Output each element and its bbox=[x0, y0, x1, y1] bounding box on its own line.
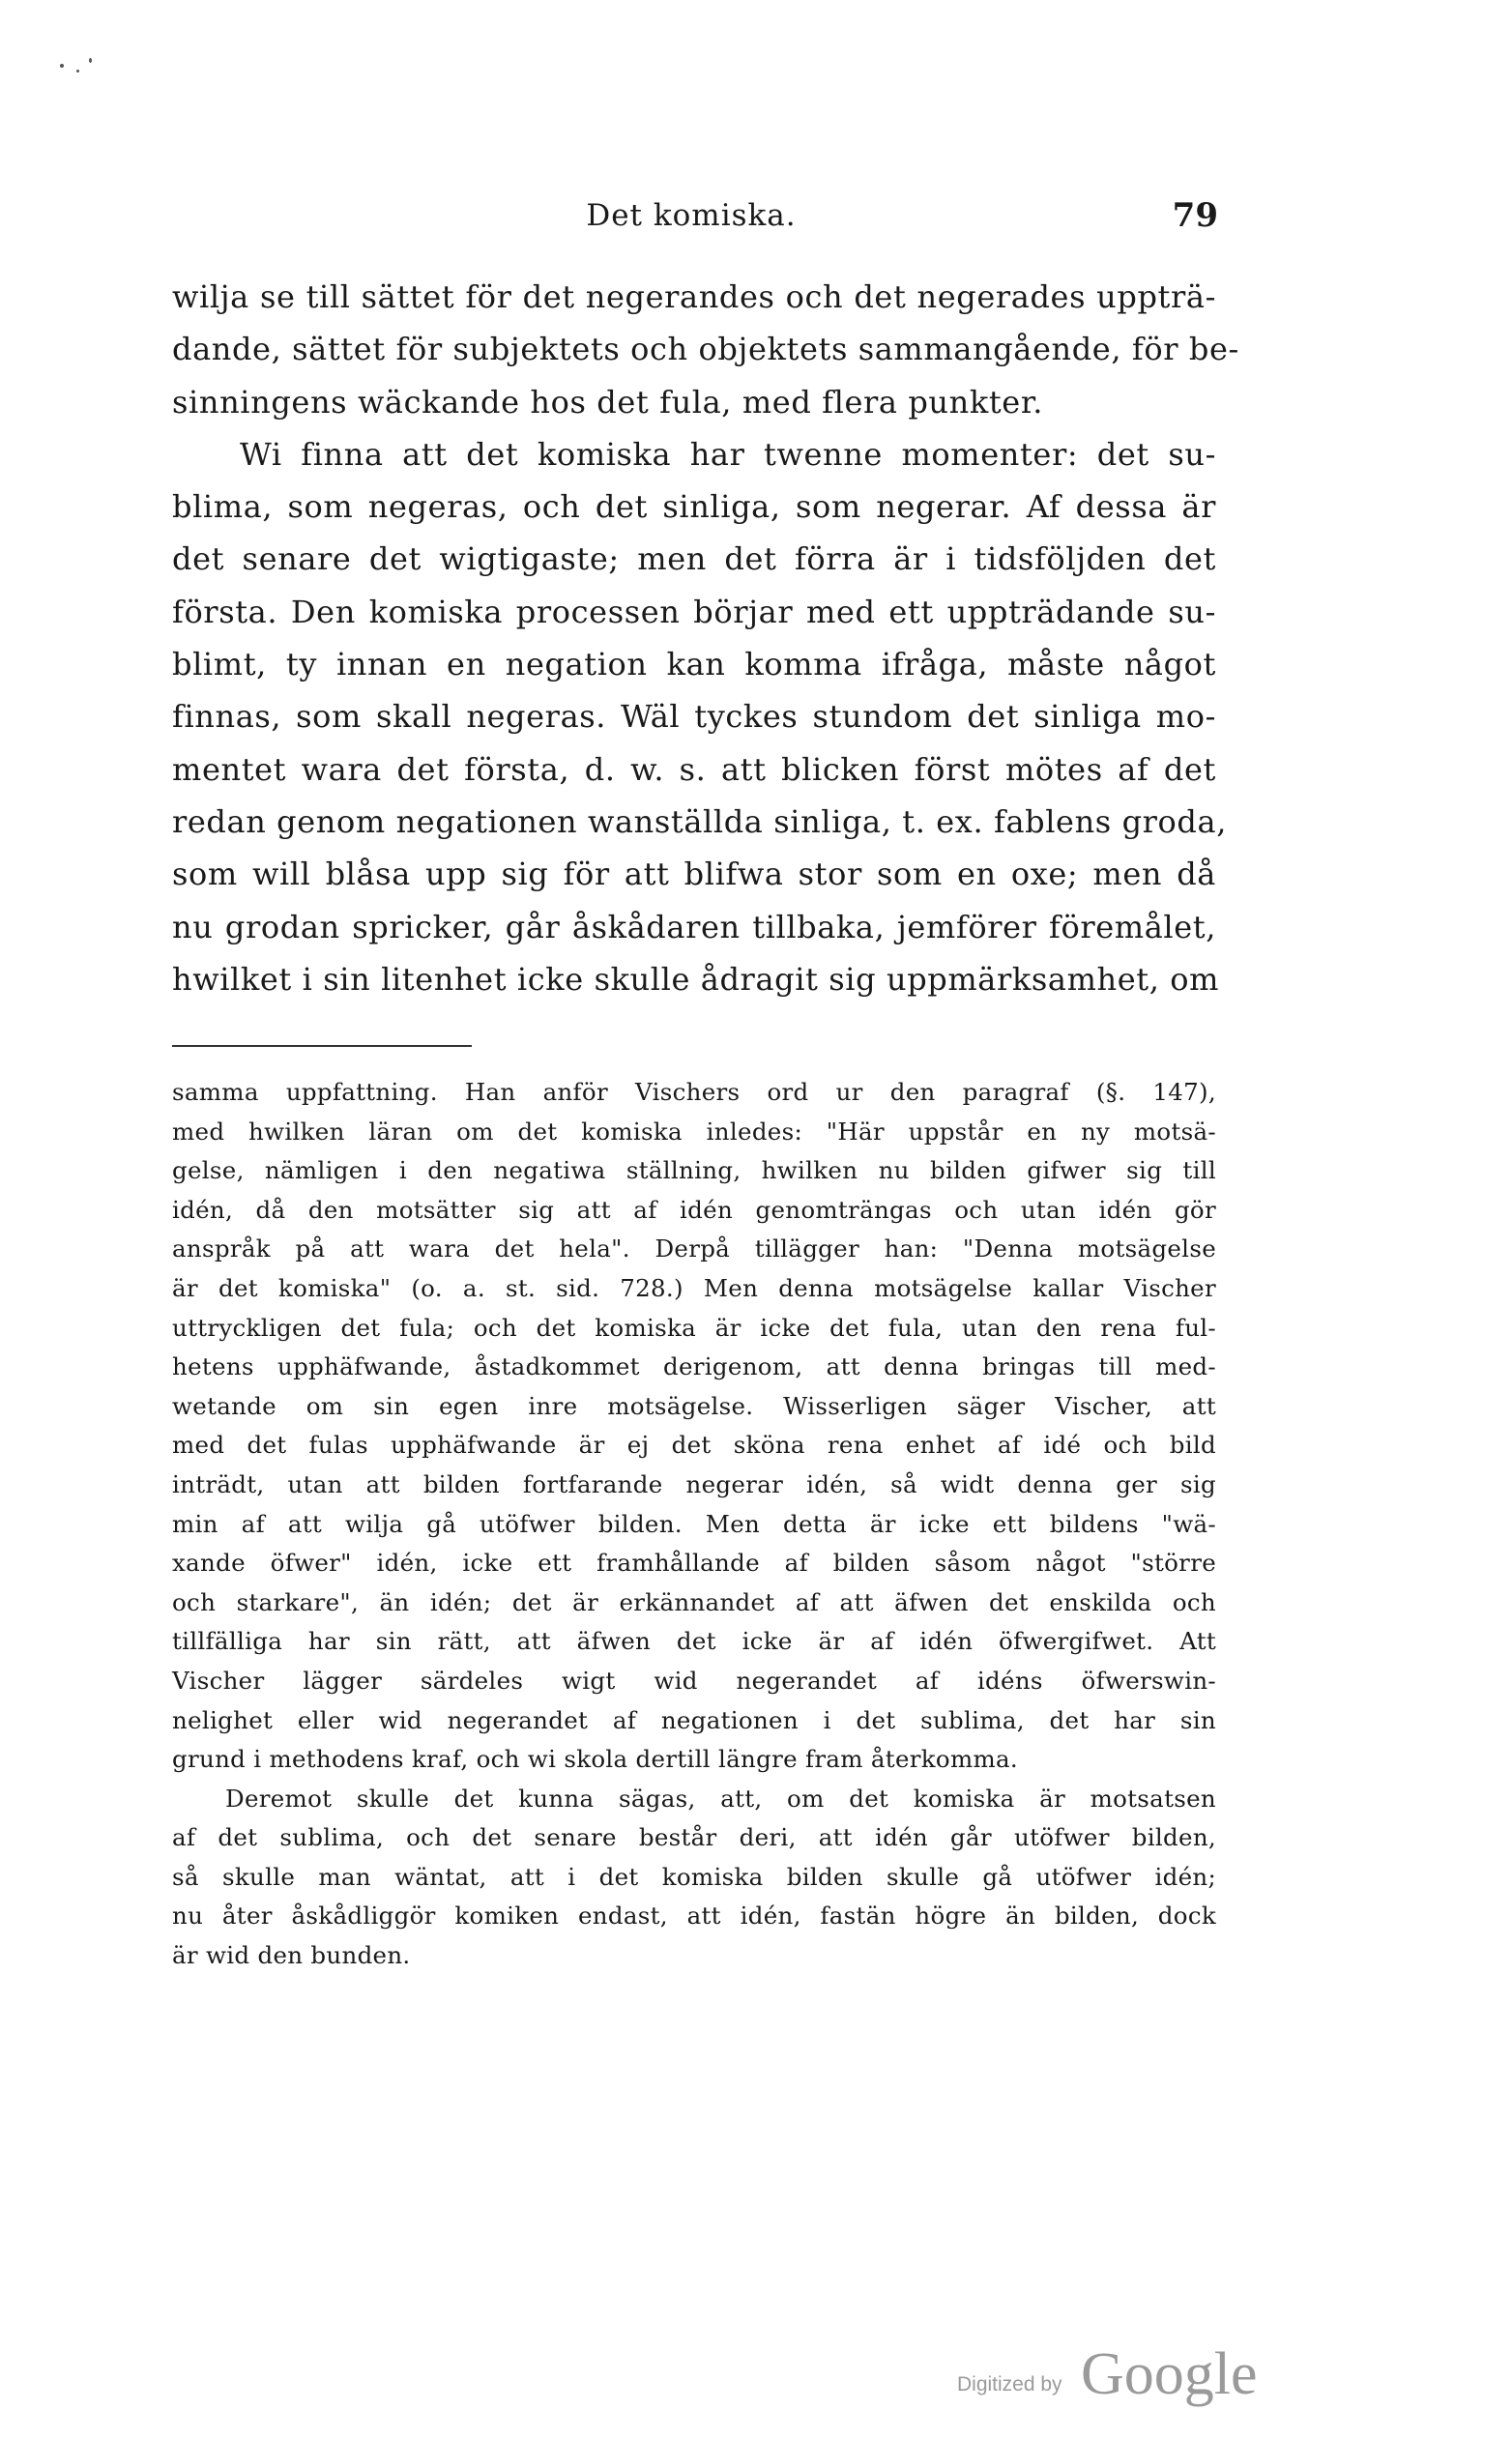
footnote-line: Deremot skulle det kunna sägas, att, om det komiska är motsatsen bbox=[225, 1784, 1216, 1813]
footnote-line: samma uppfattning. Han anför Vischers ord ur den paragraf (§. 147), bbox=[172, 1078, 1216, 1106]
footnote-line: inträdt, utan att bilden fortfarande negerar idén, så widt denna ger sig bbox=[172, 1469, 1216, 1498]
ink-speck bbox=[76, 70, 79, 73]
footnote-line: min af att wilja gå utöfwer bilden. Men detta är icke ett bildens "wä- bbox=[172, 1509, 1216, 1538]
footnote-line: wetande om sin egen inre motsägelse. Wisserligen säger Vischer, att bbox=[172, 1391, 1216, 1420]
main-text-line: som will blåsa upp sig för att blifwa stor som en oxe; men då bbox=[172, 856, 1216, 893]
footnote-line: är wid den bunden. bbox=[172, 1941, 411, 1970]
main-text-line: det senare det wigtigaste; men det förra är i tidsföljden det bbox=[172, 540, 1216, 578]
main-text-line: blimt, ty innan en negation kan komma ifråga, måste något bbox=[172, 646, 1216, 683]
running-title: Det komiska. bbox=[586, 198, 797, 233]
main-text-line: hwilket i sin litenhet icke skulle ådragit sig uppmärksamhet, om bbox=[172, 960, 1220, 998]
footnote-line: är det komiska" (o. a. st. sid. 728.) Men denna motsägelse kallar Vischer bbox=[172, 1273, 1216, 1302]
footnote-line: så skulle man wäntat, att i det komiska bilden skulle gå utöfwer idén; bbox=[172, 1862, 1216, 1891]
ink-speck bbox=[60, 64, 64, 68]
google-watermark bbox=[957, 2335, 1266, 2412]
main-text-line: finnas, som skall negeras. Wäl tyckes stundom det sinliga mo- bbox=[172, 698, 1216, 736]
main-text-line: Wi finna att det komiska har twenne momenter: det su- bbox=[240, 435, 1216, 473]
footnote-text bbox=[172, 1073, 1216, 1976]
footnote-separator bbox=[172, 1045, 472, 1047]
running-header bbox=[164, 198, 1218, 247]
footnote-line: nu åter åskådliggör komiken endast, att idén, fastän högre än bilden, dock bbox=[172, 1902, 1216, 1931]
footnote-line: hetens upphäfwande, åstadkommet derigenom, att denna bringas till med- bbox=[172, 1352, 1216, 1381]
main-text-line: första. Den komiska processen börjar med ett uppträdande su- bbox=[172, 593, 1216, 630]
footnote-line: Vischer lägger särdeles wigt wid negerandet af idéns öfwerswin- bbox=[172, 1666, 1216, 1695]
footnote-line: nelighet eller wid negerandet af negationen i det sublima, det har sin bbox=[172, 1705, 1216, 1734]
footnote-line: af det sublima, och det senare består deri, att idén går utöfwer bilden, bbox=[172, 1823, 1216, 1852]
page-number: 79 bbox=[1172, 196, 1218, 235]
digitized-by-label: Digitized by bbox=[957, 2373, 1062, 2395]
main-text-line: redan genom negationen wanställda sinliga, t. ex. fablens groda, bbox=[172, 802, 1227, 840]
main-text-line: blima, som negeras, och det sinliga, som negerar. Af dessa är bbox=[172, 488, 1216, 526]
footnote-line: med det fulas upphäfwande är ej det sköna rena enhet af idé och bild bbox=[172, 1431, 1216, 1460]
footnote-line: och starkare", än idén; det är erkännandet af att äfwen det enskilda och bbox=[172, 1587, 1216, 1616]
footnote-line: med hwilken läran om det komiska inledes: "Här uppstår en ny motsä- bbox=[172, 1117, 1216, 1146]
footnote-line: tillfälliga har sin rätt, att äfwen det icke är af idén öfwergifwet. Att bbox=[172, 1627, 1216, 1656]
footnote-line: idén, då den motsätter sig att af idén genomträngas och utan idén gör bbox=[172, 1195, 1216, 1224]
footnote-line: uttryckligen det fula; och det komiska är icke det fula, utan den rena ful- bbox=[172, 1313, 1216, 1342]
main-text-line: nu grodan spricker, går åskådaren tillbaka, jemförer föremålet, bbox=[172, 908, 1216, 945]
main-text-line: wilja se till sättet för det negerandes och det negerades uppträ- bbox=[172, 278, 1216, 315]
main-text-line: dande, sättet för subjektets och objektets sammangående, för be- bbox=[172, 331, 1239, 368]
main-text-line: sinningens wäckande hos det fula, med flera punkter. bbox=[172, 383, 1043, 421]
main-text bbox=[172, 271, 1239, 1005]
main-text-line: mentet wara det första, d. w. s. att blicken först mötes af det bbox=[172, 750, 1216, 788]
footnote-line: xande öfwer" idén, icke ett framhållande af bilden såsom något "större bbox=[172, 1549, 1216, 1578]
google-logo: Google bbox=[1081, 2341, 1258, 2407]
footnote-line: grund i methodens kraf, och wi skola dertill längre fram återkomma. bbox=[172, 1745, 1019, 1774]
footnote-line: anspråk på att wara det hela". Derpå tillägger han: "Denna motsägelse bbox=[172, 1234, 1216, 1263]
footnote-line: gelse, nämligen i den negatiwa ställning, hwilken nu bilden gifwer sig till bbox=[172, 1156, 1216, 1185]
ink-speck bbox=[89, 58, 92, 63]
